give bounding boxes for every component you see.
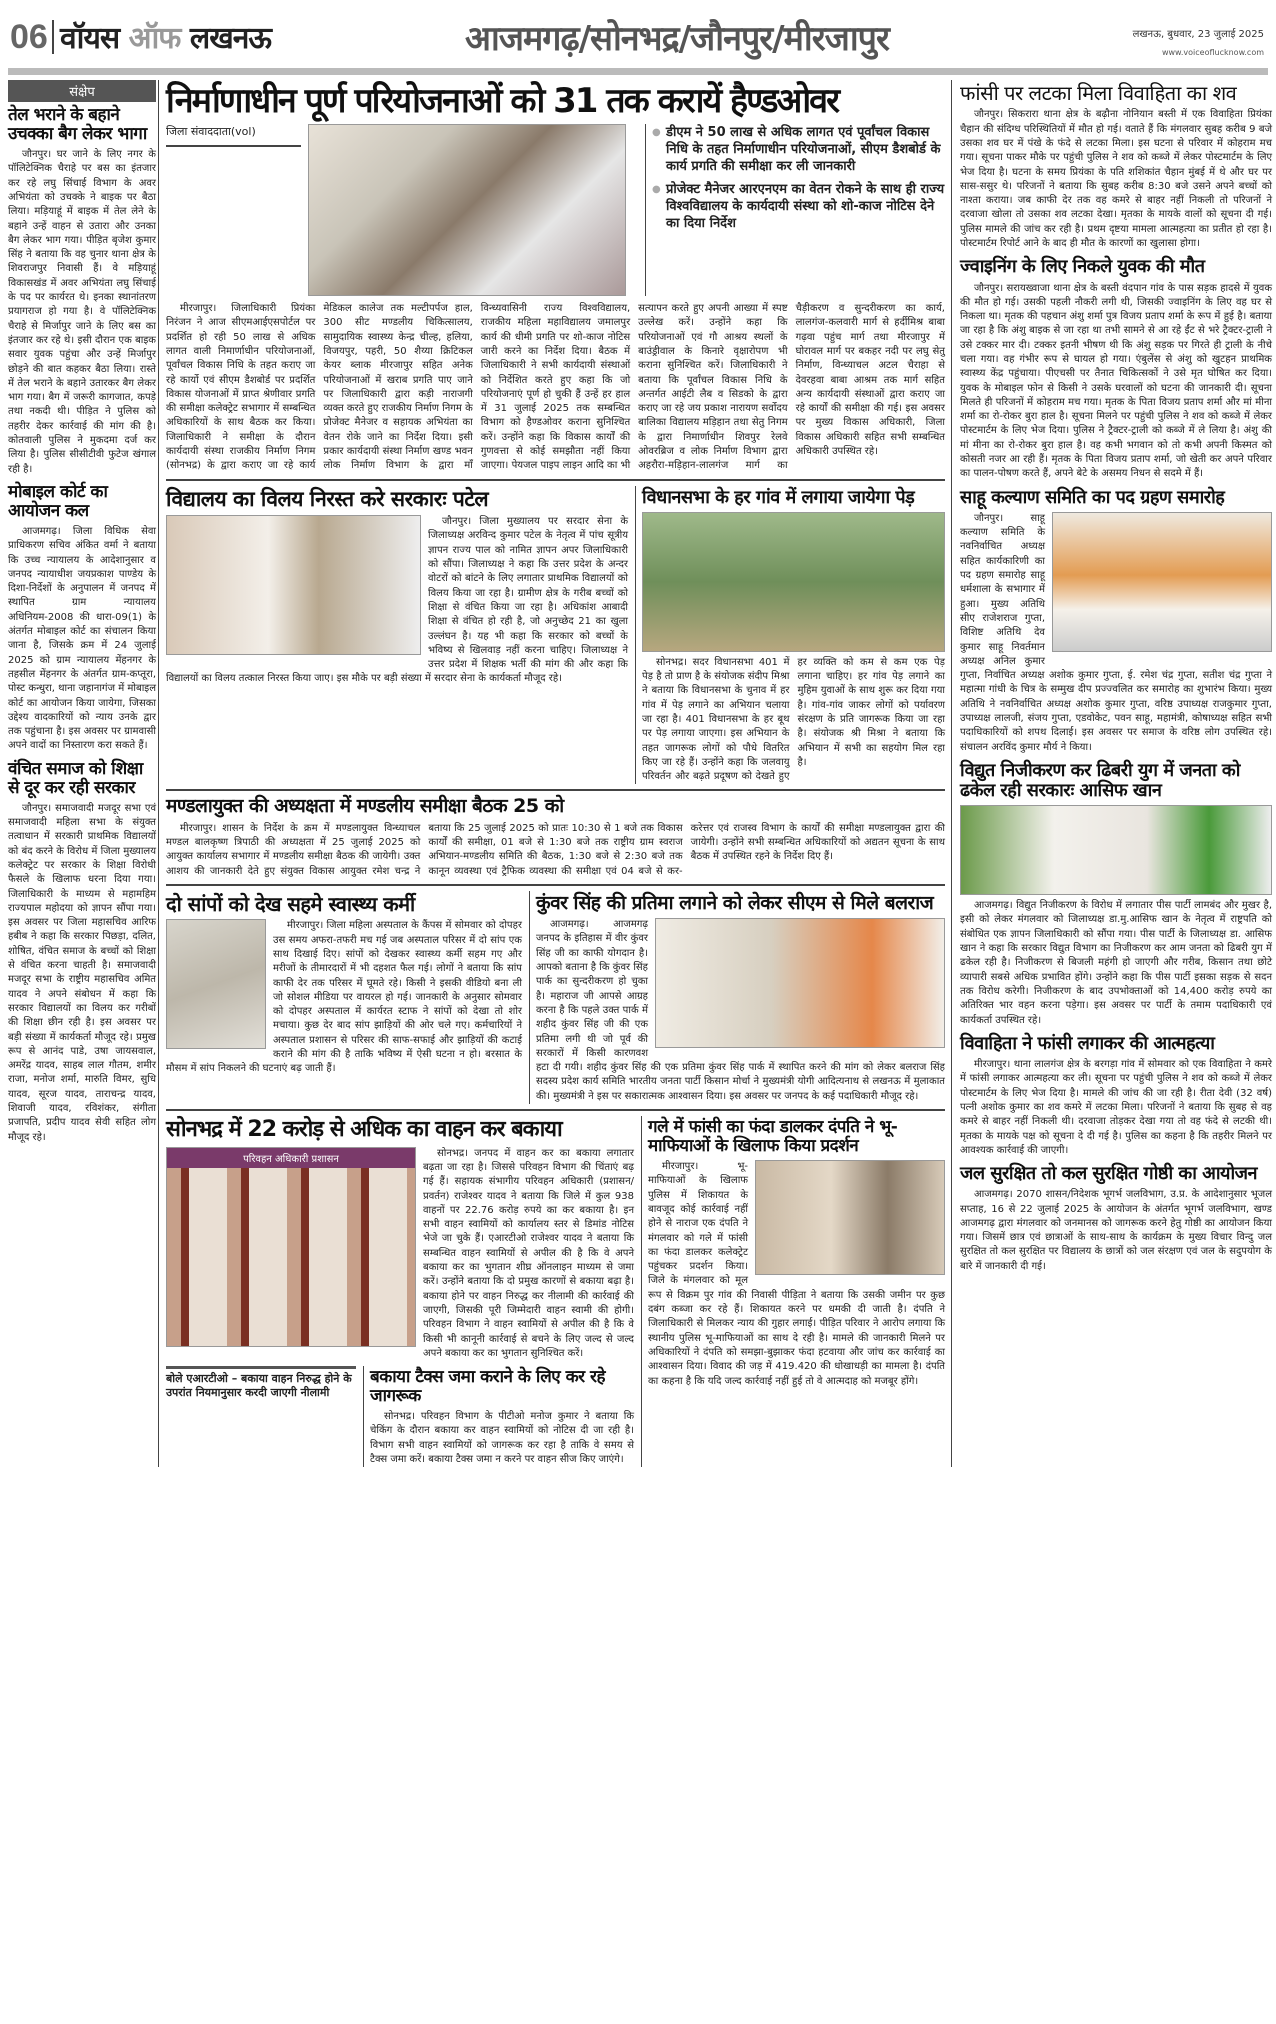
section-title: आजमगढ़/सोनभद्र/जौनपुर/मीरजापुर [465,19,889,59]
article-body: जौनपुर। सिकरारा थाना क्षेत्र के बढ़ौना नोनियान बस्ती में एक विवाहिता प्रियंका चैहान की संदिग्ध परिस्थितियों में मौत हो गई। वताते हैं कि मंगलवार सुबह करीब 9 बजे उसका शव घर में पंखे के फंदे से लटका मिला। इस घटना से परिवार में कोहराम मच गया। सूचना पाकर मौके पर पहुंची पुलिस ने शव को कब्जे में लेकर पोस्टमार्टम के लिए भेज दिया है। घटना के समय प्रियंका के पति शशिकांत चैहान मुंबई में थे और घर पर सास-ससुर थे। परिजनों ने बताया कि सुबह करीब 8:30 बजे उसने अपने बच्चों को नाश्ता कराया। जब काफी देर तक वह कमरे से बाहर नहीं निकली तो परिजनों ने दरवाजा खोला तो उसका शव लटका देखा। मृतका के मायके वालों को सूचना दी गई। पुलिस मामले की जांच कर रही है। प्रथम दृष्टया मामला आत्महत्या का प्रतीत हो रहा है। पोस्टमार्टम रिपोर्ट आने के बाद ही मौत के कारणों का खुलासा होगा। [960,109,1272,250]
article-body: आजमगढ़। आजमगढ़ जनपद के इतिहास में वीर कुंवर सिंह जी का काफी योगदान है। आपको बताना है कि कुंवर सिंह पार्क का सुन्दरीकरण हो चुका है। महाराज जी आपसे आग्रह करना है कि पहले उक्त पार्क में शहीद कुंवर सिंह जी की एक प्रतिमा लगी थी जो पूर्व की सरकारों में किसी कारणवश हटा दी गयी। शहीद कुंवर सिंह की एक प्रतिमा कुंवर सिंह पार्क में स्थापित करने की मांग को लेकर बलराज सिंह सदस्य प्रदेश कार्य समिति भारतीय जनता पार्टी किसान मोर्चा ने मुख्यमंत्री योगी आदित्यनाथ से लखनऊ में मुलाकात की। मुख्यमंत्री ने इस पर सकारात्मक आश्वासन दिया। इस अवसर पर जनपद के कई पदाधिकारी मौजूद रहे। [536,919,945,1102]
headline: मण्डलायुक्त की अध्यक्षता में मण्डलीय समीक्षा बैठक 25 को [166,795,564,818]
headline: विद्यालय का विलय निरस्त करे सरकारः पटेल [166,486,489,511]
protest-photo [755,1160,945,1275]
peace-party-photo [960,805,1272,895]
article-body: सोनभद्र। सदर विधानसभा 401 में पेड़ है तो प्राण है के संयोजक संदीप मिश्रा ने बताया कि विधानसभा के चुनाव में हर गांव में पेड़ लगाने का अभियान चलाया जा रहा है। 401 विधानसभा के हर बूथ पर पेड़ लगाया जाएगा। इस अभियान के तहत जागरूक लोगों को पौधे वितरित किए जा रहे हैं। उन्होंने कहा कि जलवायु परिवर्तन और बढ़ते प्रदूषण को देखते हुए हर व्यक्ति को कम से कम एक पेड़ लगाना चाहिए। हर गांव पेड़ लगाने का मुहिम युवाओं के साथ शुरू कर दिया गया है। गांव-गांव जाकर लोगों को पर्यावरण संरक्षण के प्रति जागरूक किया जा रहा है। संयोजक श्री मिश्रा ने बताया कि अभियान में सभी का सहयोग मिल रहा है। [642,656,945,783]
article-body: आजमगढ़। जिला विधिक सेवा प्राधिकरण सचिव अंकित वर्मा ने बताया कि उच्च न्यायालय के आदेशानुसार व जनपद न्यायाधीश जयप्रकाश पाण्डेय के दिशा-निर्देशों के अनुपालन में जनपद में स्थापित ग्राम न्यायालय अधिनियम-2008 की धारा-09(1) के अंतर्गत मोबाइल कोर्ट का संचालन किया जाना है, जिसके क्रम में 24 जुलाई 2025 को ग्राम न्यायालय मेंहनगर के तहसील मेंहनगर के अंतर्गत ग्राम-कप्तूरा, पोस्ट कन्धुरा, थाना जहानागंज में मोबाइल कोर्ट का आयोजन किया जायेगा, जिसका उद्देश्य वादकारियों को न्याय उनके द्वार तक पहुंचाना है। इस अवसर पर ग्रामवासी अपने वादों का निस्तारण करा सकते हैं। [8,525,156,752]
headline: वंचित समाज को शिक्षा से दूर कर रही सरकार [8,758,143,798]
article-body: मीरजापुर। जिला महिला अस्पताल के कैंपस में सोमवार को दोपहर उस समय अफरा-तफरी मच गई जब अस्पताल परिसर में दो सांप एक साथ दिखाई दिए। सांपों को देखकर स्वास्थ्य कर्मी सहम गए और मरीजों के तीमारदारों में भी दहशत फैल गई। लोगों ने बताया कि सांप काफी देर तक परिसर में घूमते रहे। किसी ने इसकी वीडियो बना ली जो सोशल मीडिया पर वायरल हो गई। जानकारी के अनुसार सोमवार को दोपहर अस्पताल में कार्यरत स्टाफ ने सांपों को देखा तो शोर मचाया। कुछ देर बाद सांप झाड़ियों की ओर चले गए। कर्मचारियों ने अस्पताल प्रशासन से परिसर की साफ-सफाई और झाड़ियों की कटाई कराने की मांग की है ताकि भविष्य में ऐसी घटना न हो। बरसात के मौसम में सांप निकलने की घटनाएं बढ़ जाती हैं। [166,920,522,1075]
headline: तेल भराने के बहाने उचक्का बैग लेकर भागा [8,105,147,145]
article-body: आजमगढ़। विद्युत निजीकरण के विरोध में लगातार पीस पार्टी लामबंद और मुखर है, इसी को लेकर मंगलवार को जिलाध्यक्ष डा.मु.आसिफ खान के नेतृत्व में राष्ट्रपति को संबोधित एक ज्ञापन जिलाधिकारी को सौंपा गया। पीस पार्टी के जिलाध्यक्ष डा. आसिफ खान ने कहा कि सरकार विद्युत विभाग का निजीकरण कर आम जनता को ढिबरी युग में ढकेल रही है। निजीकरण से बिजली महंगी हो जाएगी और गरीब, किसान तथा छोटे व्यापारी सबसे अधिक प्रभावित होंगे। उन्होंने कहा कि पीस पार्टी इसका सड़क से सदन तक विरोध करेगी। निजीकरण के बाद उपभोक्ताओं को 14,400 करोड़ रुपये का अतिरिक्त भार वहन करना पड़ेगा। इस अवसर पर पार्टी के तमाम पदाधिकारी एवं कार्यकर्ता उपस्थित रहे। [960,900,1272,1026]
headline: विधानसभा के हर गांव में लगाया जायेगा पेड़ [642,486,915,508]
headline: ज्वाइनिंग के लिए निकले युवक की मौत [960,256,1205,278]
article-tax-awareness [363,1366,634,1467]
article-body: मीरजापुर। शासन के निर्देश के क्रम में मण्डलायुक्त विन्ध्याचल मण्डल बालकृष्ण त्रिपाठी की अध्यक्षता में 25 जुलाई 2025 को आयुक्त कार्यालय सभागार में मण्डलीय समीक्षा बैठक की जायेगी। उक्त आशय की जानकारी देते हुए संयुक्त विकास आयुक्त रमेश चन्द्र ने बताया कि 25 जुलाई 2025 को प्रातः 10:30 से 1 बजे तक विकास कार्यों की समीक्षा, 01 बजे से 1:30 बजे तक राष्ट्रीय ग्राम स्वराज अभियान-मण्डलीय समिति की बैठक, 1:30 बजे से 2:30 बजे तक कानून व्यवस्था एवं ट्रैफिक व्यवस्था की समीक्षा एवं 04 बजे से कर-करेत्तर एवं राजस्व विभाग के कार्यों की समीक्षा मण्डलायुक्त द्वारा की जायेगी। उन्होंने सभी सम्बन्धित अधिकारियों को अद्यतन सूचना के साथ बैठक में उपस्थित रहने के निर्देश दिए हैं। [166,822,945,877]
article-sahu-samiti [960,488,1272,755]
headline: बकाया टैक्स जमा कराने के लिए कर रहे जागरूक [370,1367,605,1407]
meeting-photo [308,124,626,296]
article-school-merger [166,486,628,785]
logo-part: ऑफ [128,21,181,56]
lead-article [166,82,945,481]
newspaper-logo [60,16,271,57]
logo-part: लखनऊ [189,21,271,56]
article-body: मीरजापुर। भू-माफियाओं के खिलाफ पुलिस में शिकायत के बावजूद कोई कार्रवाई नहीं होने से नाराज एक दंपति ने मंगलवार को गले में फांसी का फंदा डालकर कलेक्ट्रेट पहुंचकर प्रदर्शन किया। जिले के मंगलवार को मूल रूप से विक्रम पुर गांव की निवासी पीड़िता ने बताया कि उसकी जमीन पर कुछ दबंग कब्जा कर रहे हैं। शिकायत करने पर धमकी दी जाती है। दंपति ने जिलाधिकारी से मिलकर न्याय की गुहार लगाई। पीड़ित परिवार ने आरोप लगाया कि स्थानीय पुलिस भू-माफियाओं का साथ दे रही है। मामले की जानकारी मिलने पर अधिकारियों ने दंपति को समझा-बुझाकर फंदा हटवाया और जांच कर कार्रवाई का आश्वासन दिया। विवाद की जड़ में 419.420 की धोखाधड़ी का मामला है। दंपति का कहना है कि यदि जल्द कार्रवाई नहीं हुई तो वे आत्मदाह को मजबूर होंगे। [648,1161,945,1387]
headline: कुंवर सिंह की प्रतिमा लगाने को लेकर सीएम से मिले बलराज [536,891,934,914]
article-brief-bag-theft [8,106,156,477]
article-married-woman-body [960,82,1272,251]
ceremony-photo [1052,512,1272,652]
highlight-item: ● डीएम ने 50 लाख से अधिक लागत एवं पूर्वांचल विकास निधि के तहत निर्माणाधीन परियोजनाओं, सीएम डैशबोर्ड के कार्य प्रगति की समीक्षा कर ली जानकारी [652,124,945,175]
article-body: जौनपुर। समाजवादी मजदूर सभा एवं समाजवादी महिला सभा के संयुक्त तत्वाधान में सरकारी प्राथमिक विद्यालयों को बंद करने के विरोध में जिला मुख्यालय कलेक्ट्रेट पर सरकार के शिक्षा विरोधी फैसले के खिलाफ धरना दिया गया। जिलाधिकारी के माध्यम से महामहिम राज्यपाल महोदया को ज्ञापन सौंपा गया। इस अवसर पर जिला महासचिव आरिफ हबीब ने कहा कि सरकार पिछड़ा, दलित, शोषित, वंचित समाज के बच्चों को शिक्षा से वंचित करना चाहती है। समाजवादी मजदूर सभा के राष्ट्रीय महासचिव अमित यादव ने अपने संबोधन में कहा कि सरकार विद्यालयों का विलय कर गरीबों की शिक्षा छीन रही है। इस अवसर पर बड़ी संख्या में कार्यकर्ता मौजूद रहे। प्रमुख रूप से आनंद पाडे, उषा जायसवाल, अमरेंद्र यादव, साहब लाल गौतम, शमीर राजा, मनोज शर्मा, मारुति विमर, सुधि यादव, सूरज यादव, ताराचन्द्र यादव, शिवाजी यादव, रविशंकर, संगीता प्रजापति, प्रदीप यादव सेवी सहित लोग मौजूद रहे। [8,802,156,1143]
highlight-item: ● प्रोजेक्ट मैनेजर आरएनएम का वेतन रोकने के साथ ही राज्य विश्वविद्यालय के कार्यदायी संस्था को शो-काज नोटिस देने का दिया निर्देश [652,181,945,232]
edition-date: लखनऊ, बुधवार, 23 जुलाई 2025 [1132,29,1264,40]
article-youth-death [960,257,1272,481]
snake-photo [166,919,266,1049]
headline: सोनभद्र में 22 करोड़ से अधिक का वाहन कर बकाया [166,1117,562,1143]
article-suicide [960,1034,1272,1158]
article-body: सोनभद्र। जनपद में वाहन कर का बकाया लगातार बढ़ता जा रहा है। जिससे परिवहन विभाग की चिंताएं बढ़ गई हैं। सहायक संभागीय परिवहन अधिकारी (प्रशासन/प्रवर्तन) राजेश्वर यादव ने बताया कि जिले में कुल 938 वाहनों पर 22.76 करोड़ रुपये का कर बकाया है। इन सभी वाहन स्वामियों को कार्यालय स्तर से डिमांड नोटिस भेजे जा चुके हैं। एआरटीओ राजेश्वर यादव ने बताया कि सम्बन्धित वाहन स्वामियों से अपील की है कि वे अपने बकाया कर का भुगतान शीघ्र ऑनलाइन माध्यम से जमा करें। उन्होंने बताया कि दो प्रमुख कारणों से बकाया बढ़ा है। बकाया होने पर वाहन निरुद्ध कर नीलामी की कार्रवाई की जाएगी, जिसकी पूरी जिम्मेदारी वाहन स्वामी की होगी। परिवहन विभाग ने वाहन स्वामियों से अपील की है कि वे किसी भी कानूनी कार्रवाई से बचने के लिए जल्द से जल्द अपने बकाया कर का भुगतान सुनिश्चित करें। [423,1147,634,1359]
article-tree-plantation [635,486,945,785]
main-column [158,80,952,1467]
memorandum-photo [166,515,421,655]
headline: गले में फांसी का फंदा डालकर दंपति ने भू-माफियाओं के खिलाफ किया प्रदर्शन [648,1117,898,1157]
article-body: जौनपुर। जिला मुख्यालय पर सरदार सेना के जिलाध्यक्ष अरविन्द कुमार पटेल के नेतृत्व में पांच सूत्रीय ज्ञापन राज्य पाल को नामित ज्ञापन अपर जिलाधिकारी को सौंपा। जिलाध्यक्ष ने कहा कि उत्तर प्रदेश के अन्दर वोटरों को बांटने के लिए लगातार प्राथमिक विद्यालयों को विलय किया जा रहा है। ग्रामीण क्षेत्र के गरीब बच्चों को शिक्षा से वंचित किया जा रहा है। अधिकांश आबादी शिक्षा से वंचित हो रही है, जो अनुच्छेद 21 का खुला उल्लंघन है। यह भी कहा कि सरकार को बच्चों के भविष्य से खिलवाड़ नहीं करना चाहिए। जिलाध्यक्ष ने उत्तर प्रदेश में शिक्षक भर्ती की मांग की और कहा कि विद्यालयों का विलय तत्काल निरस्त किया जाए। इस मौके पर बड़ी संख्या में सरदार सेना के कार्यकर्ता मौजूद रहे। [166,516,628,685]
headline: जल सुरक्षित तो कल सुरक्षित गोष्ठी का आयोजन [960,1163,1257,1185]
article-electricity-privatisation [960,761,1272,1028]
article-land-mafia-protest [641,1116,945,1467]
header-rule [8,68,1268,75]
right-column [952,80,1272,1280]
headline: दो सांपों को देख सहमे स्वास्थ्य कर्मी [166,891,415,916]
cm-meeting-photo [655,918,945,1048]
article-water-seminar [960,1164,1272,1274]
rto-office-photo [166,1147,416,1347]
website-link[interactable]: www.voiceoflucknow.com [1161,48,1264,57]
office-signboard: परिवहन अधिकारी प्रशासन [167,1148,415,1168]
headline: विवाहिता ने फांसी लगाकर की आत्महत्या [960,1032,1215,1054]
article-body: सोनभद्र। परिवहन विभाग के पीटीओ मनोज कुमार ने बताया कि चेकिंग के दौरान बकाया कर वाहन स्वामियों को नोटिस दी जा रही है। विभाग सभी वाहन स्वामियों को जागरूक कर रहा है ताकि वे समय से टैक्स जमा करें। बकाया टैक्स जमा न करने पर वाहन सीज किए जाएंगे। [370,1411,634,1466]
row-snakes-kunwar [166,891,945,1111]
article-divisional-review [166,796,945,885]
brief-column [8,80,156,1151]
plantation-photo [642,512,945,652]
article-body: मीरजापुर। थाना लालगंज क्षेत्र के बरगड़ा गांव में सोमवार को एक विवाहिता ने कमरे में फांसी लगाकर आत्महत्या कर ली। सूचना पर पहुंची पुलिस ने शव को कब्जे में लेकर पोस्टमार्टम के लिए भेज दिया है। मामले की जांच की जा रही है। रीता देवी (32 वर्ष) पत्नी अशोक कुमार का शव कमरे में लटका मिला। परिजनों ने बताया कि सुबह से वह कमरे से बाहर नहीं निकली थी। दरवाजा तोड़कर देखा गया तो वह फंदे से लटकी थी। मृतका के मायके पक्ष को सूचना दे दी गई है। पुलिस का कहना है कि तहरीर मिलने पर आवश्यक कार्रवाई की जाएगी। [960,1059,1272,1156]
row-tax-noose [166,1116,945,1467]
brief-tag: संक्षेप [8,80,156,102]
article-snakes [166,891,522,1104]
highlights [652,124,945,232]
row-school-trees [166,486,945,792]
article-body: आजमगढ़। 2070 शासन/निदेशक भूगर्भ जलविभाग, उ.प्र. के आदेशानुसार भूजल सप्ताह, 16 से 22 जुलाई 2025 के आयोजन के अंतर्गत भूगर्भ जलविभाग, खण्ड आजमगढ़ द्वारा मंगलवार को जनमानस को जागरूक करने हेतु गोष्ठी का आयोजन किया गया। जिसमें छात्र एवं छात्राओं के साथ-साथ के कार्यक्रम के मुख्य विचार विन्दु जल सुरक्षित तो कल सुरक्षित पर विद्यालय के छात्रों को जल संरक्षण एवं जल के सदुपयोग के बारे में जानकारी दी गई। [960,1189,1272,1272]
lead-headline: निर्माणाधीन पूर्ण परियोजनाओं को 31 तक करायें हैण्डओवर [166,81,838,121]
subhead-callout: बोले एआरटीओ – बकाया वाहन निरुद्ध होने के उपरांत नियमानुसार करदी जाएगी नीलामी [166,1366,356,1400]
headline: मोबाइल कोर्ट का आयोजन कल [8,481,108,521]
headline: साहू कल्याण समिति का पद ग्रहण समारोह [960,486,1225,508]
article-kunwar-statue [529,891,945,1104]
article-body: मीरजापुर। जिलाधिकारी प्रियंका निरंजन ने आज सीएमआईएसपोर्टल पर प्रदर्शित हो रही 50 लाख से अधिक लागत वाली निमार्णाधीन परियोजनाओं, पूर्वांचल विकास निधि के तहत कराए जा रहे कार्यो एवं सीएम डैशबोर्ड पर प्रदर्शित विकास योजनाओं में प्राप्त श्रेणीवार प्रगति की समीक्षा कलेक्ट्रेट सभागार में सम्बन्धित अधिकारियों के साथ बैठक कर किया। जिलाधिकारी ने समीक्षा के दौरान कार्यदायी संस्था राजकीय निर्माण निगम (सोनभद्र) के द्वारा कराए जा रहे कार्य मेडिकल कालेज तक मल्टीपर्पज हाल, 300 सीट मण्डलीय चिकित्सालय, सामुदायिक स्वास्थ्य केन्द्र चील्ह, हलिया, विजयपुर, पहरी, 50 शैय्या क्रिटिकल केयर ब्लाक मीरजापुर सहित अनेक परियोजनाओं में खराब प्रगति पाए जाने पर जिलाधिकारी द्वारा कड़ी नाराजगी व्यक्त करते हुए राजकीय निर्माण निगम के प्रोजेक्ट मैनेजर व सहायक अभियंता का वेतन रोके जाने का निर्देश दिया। इसी प्रकार कार्यदायी संस्था निर्माण खण्ड भवन लोक निर्माण विभाग के द्वारा माँ विन्ध्यवासिनी राज्य विश्वविद्यालय, राजकीय महिला महाविद्यालय जमालपुर कार्य की धीमी प्रगति पर शो-काज नोटिस जारी करने का निर्देश दिया। बैठक में जिलाधिकारी ने सभी कार्यदायी संस्थाओं को निर्देशित करते हुए कहा कि जो परियोजनाएं पूर्ण हो चुकी हैं उन्हें हर हाल में 31 जुलाई 2025 तक सम्बन्धित विभाग को हैण्डओवर कराना सुनिश्चित करें। उन्होंने कहा कि विकास कार्यों की गुणवत्ता से कोई समझौता नहीं किया जाएगा। पेयजल पाइप लाइन आदि का भी सत्यापन करते हुए अपनी आख्या में स्पष्ट उल्लेख करें। उन्होंने कहा कि परियोजनाओं एवं गौ आश्रय स्थलों के बाउंड्रीवाल के किनारे वृक्षारोपण भी कराना सुनिश्चित करें। जिलाधिकारी ने बताया कि पूर्वांचल विकास निधि के अन्तर्गत आईटी लैब व सिडको के द्वारा कराए जा रहे जय प्रकाश नारायण सर्वोदय बालिका विद्यालय मड़िहान तथा सेतु निगम के द्वारा निमार्णाधीन शिवपुर रेलवे ओवरब्रिज व लोक निर्माण विभाग द्वारा अहरौरा-मड़िहान-लालगंज मार्ग का चैड़ीकरण व सुन्दरीकरण का कार्य, लालगंज-कलवारी मार्ग से हर्दीमिश्र बाबा गढ़वा पहुंच मार्ग तथा मीरजापुर में घोरावल मार्ग पर बकहर नदी पर लघु सेतु निर्माण, विन्ध्याचल अटल चैराहा से देवरहवा बाबा आश्रम तक मार्ग सहित अन्य कार्यदायी संस्थाओं द्वारा कराए जा रहे कार्यों की समीक्षा की गई। इस अवसर पर मुख्य विकास अधिकारी, जिला विकास अधिकारी सहित सभी सम्बन्धित अधिकारी उपस्थित रहे। [166,303,945,472]
divider [52,20,54,54]
article-body: जौनपुर। साहू कल्याण समिति के नवनिर्वाचित अध्यक्ष सहित कार्यकारिणी का पद ग्रहण समारोह साहू धर्मशाला के सभागार में हुआ। मुख्य अतिथि सीए राजेशराज गुप्ता, विशिष्ट अतिथि देव कुमार साहू निवर्तमान अध्यक्ष अनिल कुमार गुप्ता, निर्वाचित अध्यक्ष अशोक कुमार गुप्ता, ई. रमेश चंद्र गुप्ता, सतीश चंद्र गुप्ता ने महात्मा गांधी के चित्र के सम्मुख दीप प्रज्ज्वलित कर समारोह का शुभारंभ किया। मुख्य अतिथि ने नवनिर्वाचित अध्यक्ष अशोक कुमार गुप्ता, वरिष्ठ उपाध्यक्ष राजकुमार गुप्ता, उपाध्यक्ष लालजी, संजय गुप्ता, एडवोकेट, पवन साहू, महामंत्री, कोषाध्यक्ष सहित सभी पदाधिकारियों को शपथ दिलाई। इस अवसर पर समाज के वरिष्ठ लोग उपस्थित रहे। संचालन अरविंद कुमार मौर्य ने किया। [960,512,1272,753]
page-number: 06 [10,18,48,56]
byline: जिला संवाददाता(vol) [166,124,301,147]
article-vehicle-tax [166,1116,634,1467]
headline: विद्युत निजीकरण कर ढिबरी युग में जनता को ढकेल रही सरकारः आसिफ खान [960,759,1240,802]
article-brief-education [8,760,156,1145]
article-body: जौनपुर। घर जाने के लिए नगर के पॉलिटेक्निक चैराहे पर बस का इंतजार कर रहे लघु सिंचाई विभाग के अवर अभियंता को उचक्के ने बाइक पर बैठा लिया। मड़ियाहूं में बाइक में तेल लेने के बहाने उन्हें वाहन से उतारा और उनका बैग लेकर भाग गया। पीड़ित बृजेश कुमार सिंह ने बताया कि वह चुनार थाना क्षेत्र के शिवराजपुर निवासी हैं। वे मड़ियाहूं विकासखंड में अवर अभियंता लघु सिंचाई के पद पर कार्यरत थे। इनका स्थानांतरण प्रयागराज हो गया है। वे पॉलिटेक्निक चैराहे से मिर्जापुर जाने के लिए बस का इंतजार कर रहे थे। इसी दौरान एक बाइक सवार युवक पहुंचा और उन्हें मिर्जापुर छोड़ने की बात कहकर बैठा लिया। रास्ते में तेल भराने के बहाने उतारकर बैग लेकर भाग गया। बैग में जरूरी कागजात, कपड़े तथा नकदी थी। पीड़ित ने पुलिस को तहरीर देकर कार्रवाई की मांग की है। कोतवाली पुलिस ने मुकदमा दर्ज कर लिया है। पुलिस सीसीटीवी फुटेज खंगाल रही है। [8,149,156,475]
logo-part: वॉयस [60,21,120,56]
headline: फांसी पर लटका मिला विवाहिता का शव [960,81,1237,105]
article-body: जौनपुर। सरायख्वाजा थाना क्षेत्र के बस्ती वंदपान गांव के पास सड़क हादसे में युवक की मौत हो गई। उसकी पहली नौकरी लगी थी, जिसकी ज्वाइनिंग के लिए वह घर से निकला था। मृतक की पहचान अंशु शर्मा पुत्र विजय प्रताप शर्मा के रूप में हुई है। बताया जा रहा है कि अंशु बाइक से जा रहा था तभी सामने से आ रहे ईंट से भरे ट्रैक्टर-ट्राली ने उसे टक्कर मार दी। टक्कर इतनी भीषण थी कि अंशु सड़क पर गिरते ही ट्राली के नीचे चला गया। वह गंभीर रूप से घायल हो गया। एंबुलेंस से अंशु को खुटहन प्राथमिक स्वास्थ्य केंद्र पहुंचाया। पीएचसी पर तैनात चिकित्सकों ने उसे मृत घोषित कर दिया। युवक के मोबाइल फोन से किसी ने उसके घरवालों को घटना की जानकारी दी। सूचना मिलते ही परिजनों में कोहराम मच गया। मृतक के पिता विजय प्रताप शर्मा और मां मीना शर्मा का रो-रोकर बुरा हाल है। सूचना मिलने पर पहुंची पुलिस ने शव को कब्जे में लेकर पोस्टमार्टम के लिए भेज दिया। पुलिस ने ट्रैक्टर-ट्राली को कब्जे में ले लिया है। अंशु की मां मीना का रो-रोकर बुरा हाल है। वह कभी भगवान को तो कभी अपनी किस्मत को कोसती नजर आ रही हैं। मृतक के पिता विजय प्रताप शर्मा, जो खेती कर अपने परिवार का पालन-पोषण करते हैं, अपने बेटे के असमय निधन से सदमे में हैं। [960,282,1272,480]
article-brief-mobile-court [8,483,156,754]
